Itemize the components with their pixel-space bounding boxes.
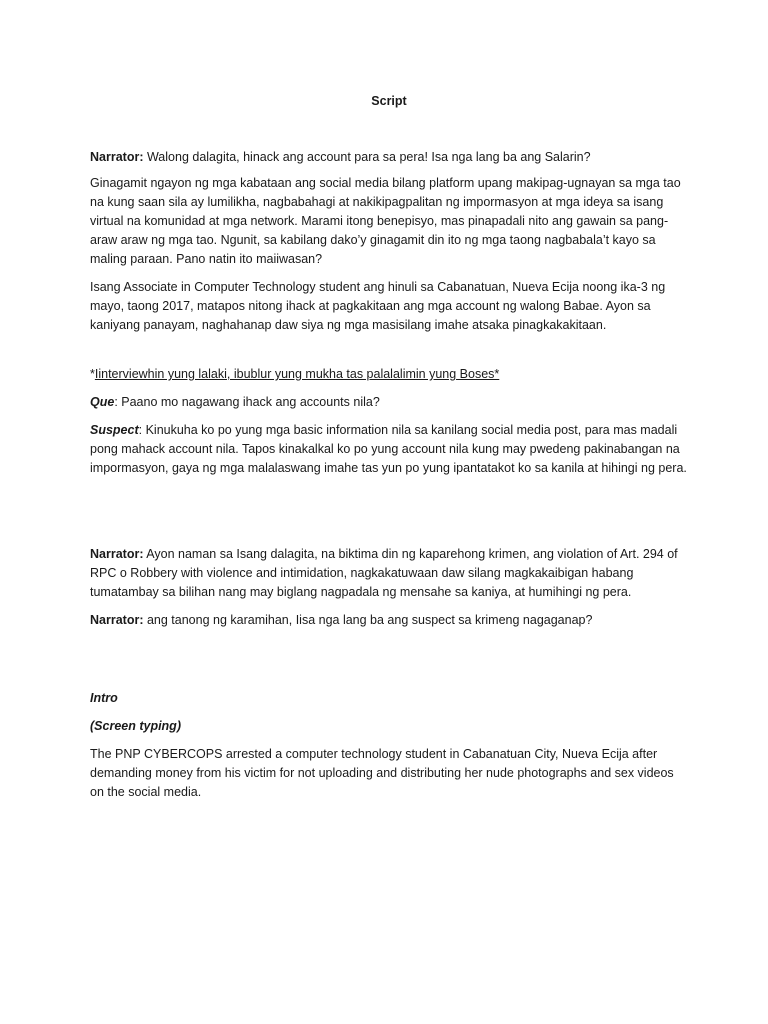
narrator-paragraph-3 — [90, 611, 688, 630]
document-title: Script — [371, 94, 407, 108]
intro-paragraph: Ginagamit ngayon ng mga kabataan ang social media bilang platform upang makipag-ugnayan sa mga tao na kung saan sila ay lumilikha, nagbabahagi at nakikipagpalitan ng impormasyon at mga ideya sa isang virtual na komunidad at mga network. Marami itong benepisyo, mas pinapadali nito ang gawain sa pang-araw araw ng mga tao. Ngunit, sa kabilang dako’y ginagamit din ito ng mga taong nagbabala’t kayo sa maling paraan. Pano natin ito maiiwasan? — [90, 176, 681, 266]
narrator-label: Narrator: — [90, 150, 144, 164]
narrator-paragraph-1 — [90, 148, 688, 167]
suspect-paragraph — [90, 421, 688, 478]
question-line — [90, 393, 688, 412]
intro-heading: Intro — [90, 691, 118, 705]
que-label: Que — [90, 395, 115, 409]
stage-direction — [90, 365, 688, 384]
news-paragraph: Isang Associate in Computer Technology student ang hinuli sa Cabanatuan, Nueva Ecija noong ika-3 ng mayo, taong 2017, matapos nitong ihack at pagkakitaan ang mga account ng walong Babae. Ayon sa kaniyang panayam, naghahanap daw siya ng mga masisilang imahe atsaka pinagkakakitaan. — [90, 280, 666, 332]
narrator-label-3: Narrator: — [90, 613, 144, 627]
suspect-label: Suspect — [90, 423, 139, 437]
stage-direction-text: Iinterviewhin yung lalaki, ibublur yung mukha tas palalalimin yung Boses* — [94, 367, 500, 381]
document-body — [90, 92, 688, 811]
narrator-text: Walong dalagita, hinack ang account para sa pera! Isa nga lang ba ang Salarin? — [143, 150, 591, 164]
screen-typing-heading: (Screen typing) — [90, 719, 181, 733]
que-text: : Paano mo nagawang ihack ang accounts nila? — [114, 395, 380, 409]
closing-paragraph: The PNP CYBERCOPS arrested a computer technology student in Cabanatuan City, Nueva Ecija after demanding money from his victim for not uploading and distributing her nude photographs and sex videos on the social media. — [90, 747, 674, 799]
narrator-label-2: Narrator: — [90, 547, 144, 561]
narrator-text-3: ang tanong ng karamihan, Iisa nga lang ba ang suspect sa krimeng nagaganap? — [143, 613, 593, 627]
narrator-text-2: Ayon naman sa Isang dalagita, na biktima din ng kaparehong krimen, ang violation of Art. 294 of RPC o Robbery with violence and intimidation, nagkakatuwaan daw silang magkakaibigan habang tumatambay sa bilihan nang may biglang nagpadala ng mensahe sa kaniya, at humihingi ng pera. — [90, 547, 678, 599]
stage-direction-prefix: * — [90, 367, 95, 381]
narrator-paragraph-2 — [90, 545, 688, 602]
suspect-text: : Kinukuha ko po yung mga basic information nila sa kanilang social media post, para mas madali pong mahack account nila. Tapos kinakalkal ko po yung account nila kung may pwedeng pakinabangan na impormasyon, gaya ng mga malalaswang imahe tas yun po yung ipantatakot ko sa kanila at hihingi ng pera. — [90, 423, 687, 475]
